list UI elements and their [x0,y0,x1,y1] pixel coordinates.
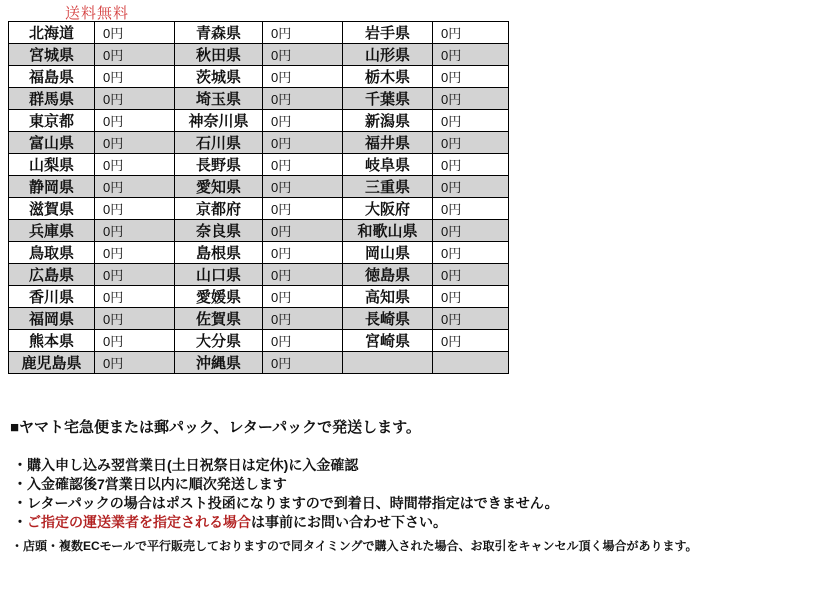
prefecture-cell: 鳥取県 [9,242,95,264]
table-row [9,154,509,176]
table-row [9,330,509,352]
parallel-sales-disclaimer: ・店頭・複数ECモールで平行販売しておりますので同タイミングで購入された場合、お取引をキャンセル頂く場合があります。 [11,539,698,553]
prefecture-cell: 山梨県 [9,154,95,176]
prefecture-cell: 山口県 [175,264,263,286]
prefecture-cell: 青森県 [175,22,263,44]
prefecture-cell: 沖縄県 [175,352,263,374]
fee-cell: 0円 [263,352,343,374]
note-letterpack-delivery: ・レターパックの場合はポスト投函になりますので到着日、時間帯指定はできません。 [13,495,559,511]
prefecture-cell: 京都府 [175,198,263,220]
table-row [9,220,509,242]
prefecture-cell: 三重県 [343,176,433,198]
note-carrier-bullet: ・ [13,514,27,530]
fee-cell: 0円 [95,330,175,352]
fee-cell: 0円 [263,110,343,132]
fee-cell: 0円 [433,286,509,308]
fee-cell: 0円 [95,176,175,198]
prefecture-cell: 岐阜県 [343,154,433,176]
fee-cell: 0円 [263,286,343,308]
fee-cell: 0円 [263,220,343,242]
fee-cell: 0円 [433,220,509,242]
prefecture-cell: 宮崎県 [343,330,433,352]
fee-cell: 0円 [95,110,175,132]
prefecture-cell: 島根県 [175,242,263,264]
fee-cell: 0円 [433,330,509,352]
prefecture-cell: 徳島県 [343,264,433,286]
fee-cell: 0円 [95,44,175,66]
prefecture-cell: 宮城県 [9,44,95,66]
prefecture-cell: 滋賀県 [9,198,95,220]
fee-cell: 0円 [263,242,343,264]
table-row [9,44,509,66]
prefecture-cell: 茨城県 [175,66,263,88]
fee-cell: 0円 [433,66,509,88]
prefecture-cell: 広島県 [9,264,95,286]
fee-cell: 0円 [263,66,343,88]
fee-cell: 0円 [433,308,509,330]
note-carrier-rest: は事前にお問い合わせ下さい。 [251,514,447,530]
fee-cell: 0円 [95,286,175,308]
fee-cell: 0円 [95,308,175,330]
prefecture-cell: 奈良県 [175,220,263,242]
shipping-notes-list [13,456,559,532]
fee-cell: 0円 [95,154,175,176]
prefecture-cell: 大分県 [175,330,263,352]
table-row [9,22,509,44]
prefecture-cell: 長野県 [175,154,263,176]
note-payment-confirmation: ・購入申し込み翌営業日(土日祝祭日は定休)に入金確認 [13,457,359,473]
table-row [9,264,509,286]
prefecture-cell: 新潟県 [343,110,433,132]
fee-cell: 0円 [95,22,175,44]
table-row [9,242,509,264]
prefecture-cell: 熊本県 [9,330,95,352]
prefecture-cell: 福井県 [343,132,433,154]
free-shipping-label: 送料無料 [65,5,130,22]
fee-cell: 0円 [433,44,509,66]
fee-cell [433,352,509,374]
prefecture-cell: 栃木県 [343,66,433,88]
note-carrier-request [13,513,559,532]
prefecture-cell: 神奈川県 [175,110,263,132]
fee-cell: 0円 [433,22,509,44]
prefecture-cell: 和歌山県 [343,220,433,242]
fee-cell: 0円 [433,176,509,198]
prefecture-shipping-fee-table [8,21,509,374]
table-row [9,198,509,220]
table-row [9,66,509,88]
prefecture-cell: 兵庫県 [9,220,95,242]
fee-cell: 0円 [433,242,509,264]
note-carrier-highlight: ご指定の運送業者を指定される場合 [27,514,251,530]
prefecture-cell [343,352,433,374]
fee-cell: 0円 [263,44,343,66]
fee-cell: 0円 [433,110,509,132]
prefecture-cell: 鹿児島県 [9,352,95,374]
table-row [9,176,509,198]
prefecture-cell: 静岡県 [9,176,95,198]
prefecture-cell: 北海道 [9,22,95,44]
prefecture-cell: 福岡県 [9,308,95,330]
prefecture-cell: 愛知県 [175,176,263,198]
fee-cell: 0円 [263,330,343,352]
prefecture-cell: 石川県 [175,132,263,154]
fee-cell: 0円 [433,198,509,220]
prefecture-cell: 佐賀県 [175,308,263,330]
prefecture-cell: 大阪府 [343,198,433,220]
fee-cell: 0円 [263,308,343,330]
table-row [9,352,509,374]
table-row [9,110,509,132]
fee-cell: 0円 [95,198,175,220]
prefecture-cell: 愛媛県 [175,286,263,308]
fee-cell: 0円 [95,352,175,374]
fee-cell: 0円 [263,176,343,198]
fee-cell: 0円 [263,264,343,286]
note-dispatch-schedule: ・入金確認後7営業日以内に順次発送します [13,476,287,492]
prefecture-cell: 長崎県 [343,308,433,330]
fee-cell: 0円 [433,154,509,176]
prefecture-cell: 東京都 [9,110,95,132]
prefecture-table-body [9,22,509,374]
fee-cell: 0円 [263,198,343,220]
prefecture-cell: 富山県 [9,132,95,154]
fee-cell: 0円 [433,132,509,154]
fee-cell: 0円 [95,264,175,286]
prefecture-cell: 秋田県 [175,44,263,66]
prefecture-cell: 高知県 [343,286,433,308]
prefecture-cell: 香川県 [9,286,95,308]
fee-cell: 0円 [263,132,343,154]
prefecture-cell: 埼玉県 [175,88,263,110]
fee-cell: 0円 [263,154,343,176]
fee-cell: 0円 [433,88,509,110]
prefecture-cell: 福島県 [9,66,95,88]
fee-cell: 0円 [263,88,343,110]
fee-cell: 0円 [95,242,175,264]
fee-cell: 0円 [95,220,175,242]
prefecture-cell: 山形県 [343,44,433,66]
fee-cell: 0円 [433,264,509,286]
prefecture-cell: 岡山県 [343,242,433,264]
prefecture-cell: 岩手県 [343,22,433,44]
prefecture-cell: 千葉県 [343,88,433,110]
table-row [9,308,509,330]
fee-cell: 0円 [95,66,175,88]
table-row [9,286,509,308]
table-row [9,88,509,110]
prefecture-cell: 群馬県 [9,88,95,110]
fee-cell: 0円 [263,22,343,44]
table-row [9,132,509,154]
shipping-method-heading: ■ヤマト宅急便または郵パック、レターパックで発送します。 [10,419,421,436]
fee-cell: 0円 [95,132,175,154]
fee-cell: 0円 [95,88,175,110]
